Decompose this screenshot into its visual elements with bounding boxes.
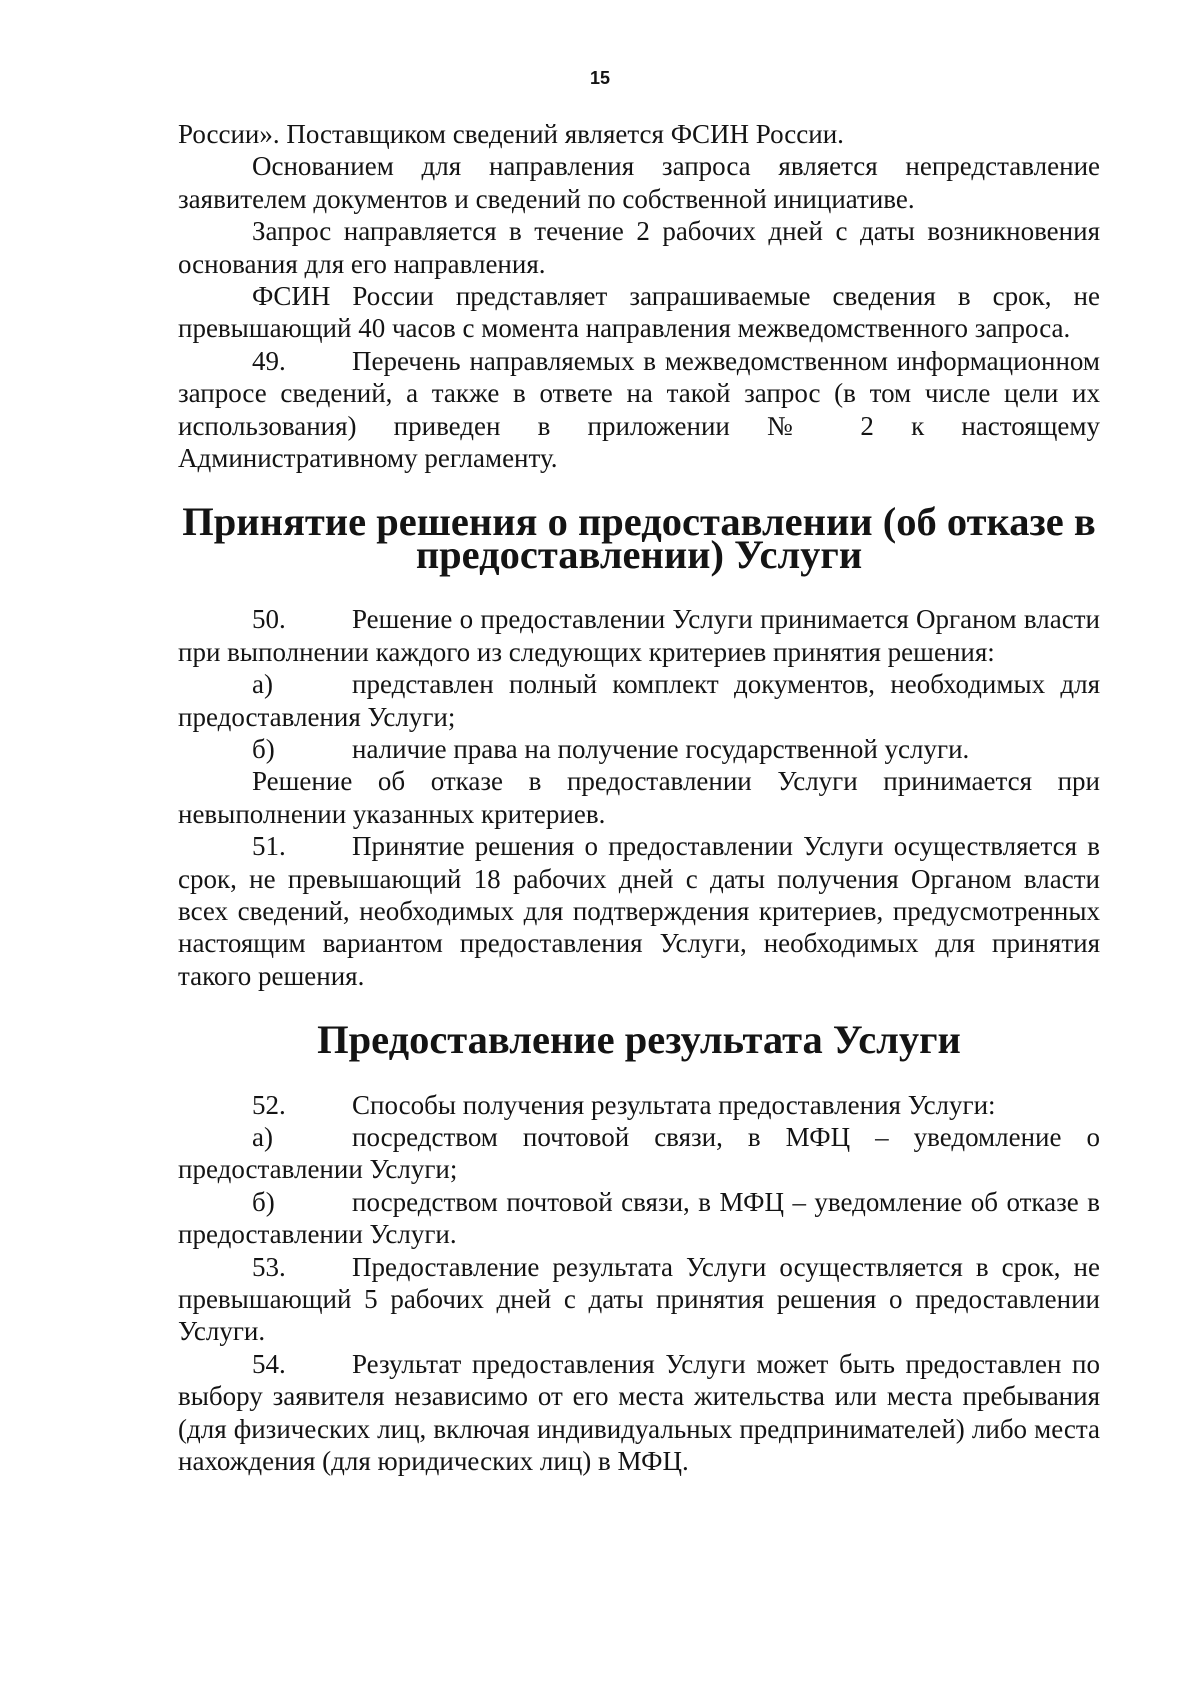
- clause-52-b-text: посредством почтовой связи, в МФЦ – уведомление об отказе в предоставлении Услуги.: [178, 1186, 1100, 1250]
- clause-51-text: Принятие решения о предоставлении Услуги осуществляется в срок, не превышающий 18 рабочих дней с даты получения Органом власти всех сведений, необходимых для подтверждения критериев, предусмотренных настоящим вариантом предоставления Услуги, необходимых для принятия такого решения.: [178, 831, 1100, 991]
- paragraph-continuation: России». Поставщиком сведений является ФСИН России.: [178, 119, 844, 149]
- clause-52-number: 52.: [252, 1089, 286, 1120]
- clause-54-text: Результат предоставления Услуги может быть предоставлен по выбору заявителя независимо от его места жительства или места пребывания (для физических лиц, включая индивидуальных предпринимателей) либо места нахождения (для юридических лиц) в МФЦ.: [178, 1348, 1100, 1477]
- paragraph-request-basis: Основанием для направления запроса является непредставление заявителем документов и сведений по собственной инициативе.: [178, 151, 1100, 214]
- document-body: [178, 118, 1100, 1477]
- clause-52-a: [178, 1121, 1100, 1186]
- clause-54-number: 54.: [252, 1348, 286, 1379]
- clause-50-a-text: представлен полный комплект документов, необходимых для предоставления Услуги;: [178, 669, 1100, 732]
- clause-50-text: Решение о предоставлении Услуги принимается Органом власти при выполнении каждого из следующих критериев принятия решения:: [178, 604, 1100, 667]
- clause-50-b-marker: б): [252, 733, 275, 764]
- paragraph-fsin-response: ФСИН России представляет запрашиваемые сведения в срок, не превышающий 40 часов с момента направления межведомственного запроса.: [178, 281, 1100, 344]
- clause-52-text: Способы получения результата предоставления Услуги:: [352, 1089, 996, 1120]
- clause-52-a-marker: а): [252, 1121, 273, 1152]
- clause-54: [178, 1348, 1100, 1478]
- clause-53-text: Предоставление результата Услуги осуществляется в срок, не превышающий 5 рабочих дней с даты принятия решения о предоставлении Услуги.: [178, 1251, 1100, 1347]
- clause-51-number: 51.: [252, 831, 286, 862]
- clause-52: [178, 1089, 1100, 1121]
- clause-50-b: [178, 733, 1100, 765]
- clause-53-number: 53.: [252, 1251, 286, 1282]
- clause-52-a-text: посредством почтовой связи, в МФЦ – уведомление о предоставлении Услуги;: [178, 1121, 1100, 1185]
- clause-50-b-text: наличие права на получение государственной услуги.: [352, 733, 970, 764]
- page-number: 15: [589, 68, 611, 88]
- clause-50-number: 50.: [252, 604, 286, 635]
- clause-50-a: [178, 668, 1100, 733]
- clause-50: [178, 603, 1100, 668]
- paragraph-refusal: Решение об отказе в предоставлении Услуги принимается при невыполнении указанных критериев.: [178, 766, 1100, 829]
- section-heading-decision: Принятие решения о предоставлении (об отказе в предоставлении) Услуги: [182, 499, 1096, 577]
- clause-51: [178, 830, 1100, 992]
- clause-49: [178, 345, 1100, 475]
- paragraph-request-deadline: Запрос направляется в течение 2 рабочих дней с даты возникновения основания для его направления.: [178, 216, 1100, 279]
- section-heading-result: Предоставление результата Услуги: [317, 1017, 961, 1063]
- clause-52-b: [178, 1186, 1100, 1251]
- clause-49-number: 49.: [252, 345, 286, 376]
- clause-53: [178, 1251, 1100, 1348]
- clause-50-a-marker: а): [252, 669, 273, 700]
- clause-49-text: Перечень направляемых в межведомственном информационном запросе сведений, а также в ответе на такой запрос (в том числе цели их использования) приведен в приложении № 2 к настоящему Административному регламенту.: [178, 345, 1100, 474]
- clause-52-b-marker: б): [252, 1186, 275, 1217]
